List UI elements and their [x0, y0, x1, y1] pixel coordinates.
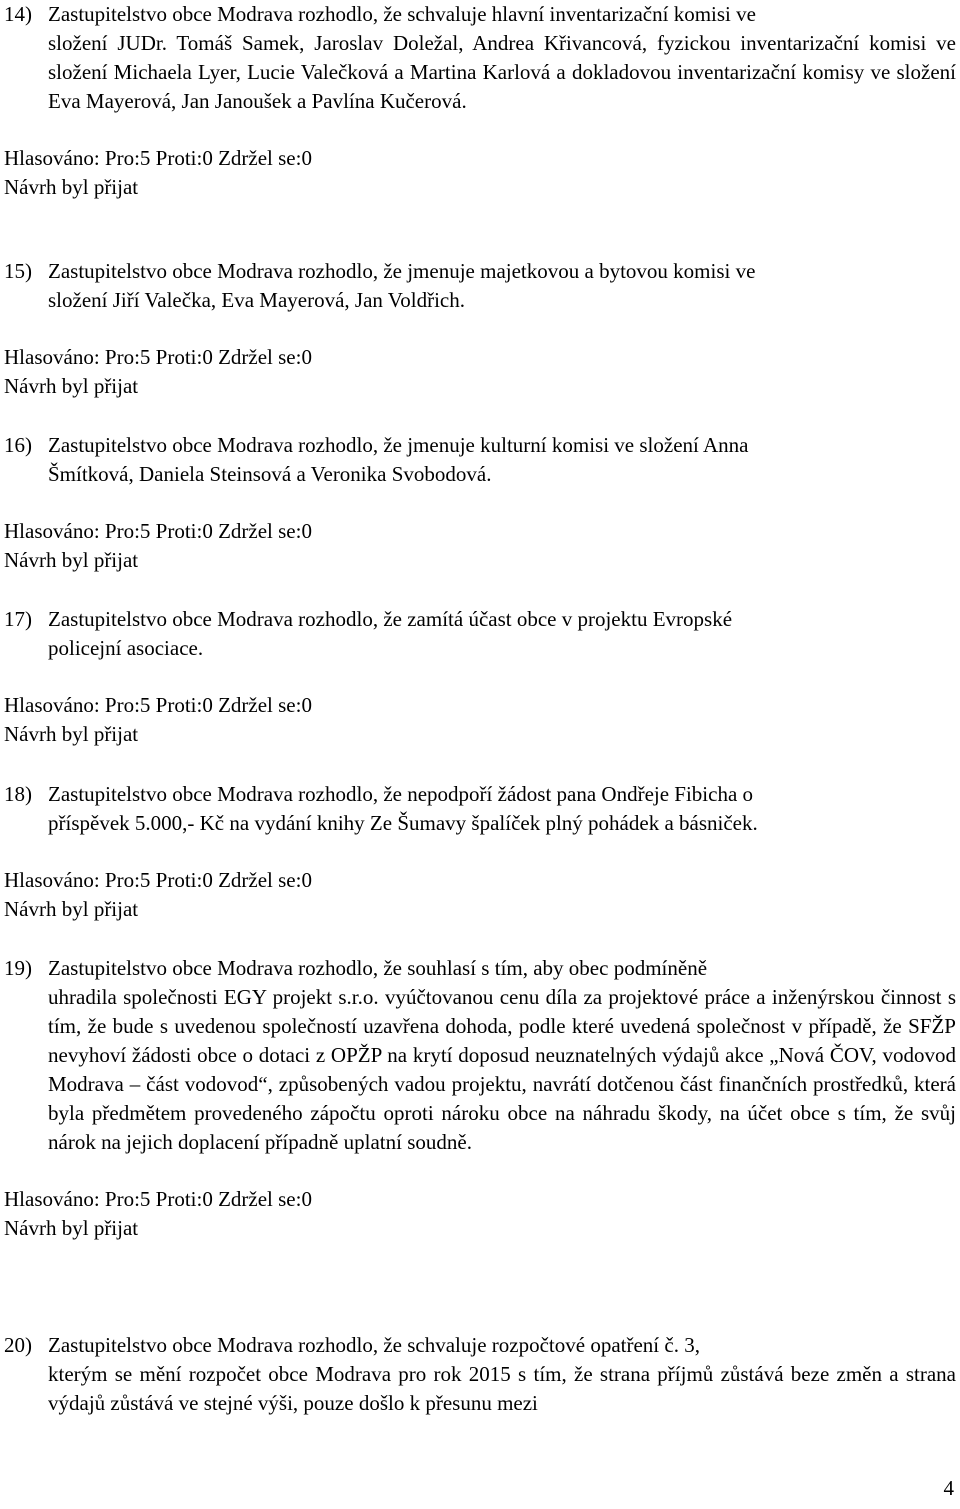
resolution-text	[4, 257, 956, 315]
proposal-status: Návrh byl přijat	[4, 374, 139, 398]
proposal-status: Návrh byl přijat	[4, 175, 139, 199]
resolution-16	[4, 431, 956, 575]
resolution-continuation: uhradila společnosti EGY projekt s.r.o. vyúčtovanou cenu díla za projektové práce a inženýrskou činnost s tím, že bude s uvedenou společností uzavřena dohoda, podle které uvedená společnost v případě, že SFŽP nevyhoví žádosti obce o dotaci z OPŽP na krytí doposud neuznatelných výdajů akce „Nová ČOV, vodovod Modrava – část vodovod“, způsobených vadou projektu, navrátí dotčenou část finančních prostředků, která byla předmětem provedeného zápočtu oproti nároku obce na náhradu škody, na účet obce s tím, že svůj nárok na jejich doplacení případně uplatní soudně.	[48, 985, 956, 1154]
resolution-number: 19)	[4, 956, 32, 980]
resolution-number: 16)	[4, 433, 32, 457]
resolution-18	[4, 780, 956, 924]
resolution-continuation: složení Jiří Valečka, Eva Mayerová, Jan Voldřich.	[48, 288, 465, 312]
resolution-text	[4, 1331, 956, 1418]
vote-result: Hlasováno: Pro:5 Proti:0 Zdržel se:0	[4, 1187, 312, 1211]
resolution-number: 17)	[4, 607, 32, 631]
resolution-first-line: Zastupitelstvo obce Modrava rozhodlo, že jmenuje majetkovou a bytovou komisi ve	[48, 259, 756, 283]
vote-result: Hlasováno: Pro:5 Proti:0 Zdržel se:0	[4, 519, 312, 543]
proposal-status: Návrh byl přijat	[4, 548, 139, 572]
resolution-text	[4, 0, 956, 116]
resolution-20	[4, 1331, 956, 1418]
vote-result: Hlasováno: Pro:5 Proti:0 Zdržel se:0	[4, 693, 312, 717]
resolution-17	[4, 605, 956, 749]
proposal-status: Návrh byl přijat	[4, 1216, 139, 1240]
resolution-continuation: složení JUDr. Tomáš Samek, Jaroslav Doležal, Andrea Křivancová, fyzickou inventarizační komisi ve složení Michaela Lyer, Lucie Valečková a Martina Karlová a dokladovou inventarizační komisy ve složení Eva Mayerová, Jan Janoušek a Pavlína Kučerová.	[48, 31, 956, 113]
vote-result: Hlasováno: Pro:5 Proti:0 Zdržel se:0	[4, 868, 312, 892]
vote-result: Hlasováno: Pro:5 Proti:0 Zdržel se:0	[4, 345, 312, 369]
resolution-first-line: Zastupitelstvo obce Modrava rozhodlo, že zamítá účast obce v projektu Evropské	[48, 607, 733, 631]
resolution-continuation: Šmítková, Daniela Steinsová a Veronika Svobodová.	[48, 462, 492, 486]
resolution-text	[4, 780, 956, 838]
resolution-first-line: Zastupitelstvo obce Modrava rozhodlo, že nepodpoří žádost pana Ondřeje Fibicha o	[48, 782, 754, 806]
resolution-text	[4, 954, 956, 1157]
resolution-text	[4, 605, 956, 663]
resolution-text	[4, 431, 956, 489]
resolution-continuation: policejní asociace.	[48, 636, 204, 660]
proposal-status: Návrh byl přijat	[4, 722, 139, 746]
resolution-number: 20)	[4, 1333, 32, 1357]
resolution-14	[4, 0, 956, 202]
vote-result: Hlasováno: Pro:5 Proti:0 Zdržel se:0	[4, 146, 312, 170]
resolution-number: 14)	[4, 2, 32, 26]
page-number: 4	[943, 1476, 954, 1500]
resolution-first-line: Zastupitelstvo obce Modrava rozhodlo, že schvaluje hlavní inventarizační komisi ve	[48, 2, 756, 26]
resolution-first-line: Zastupitelstvo obce Modrava rozhodlo, že souhlasí s tím, aby obec podmíněně	[48, 956, 708, 980]
resolution-number: 15)	[4, 259, 32, 283]
resolution-15	[4, 257, 956, 401]
resolution-first-line: Zastupitelstvo obce Modrava rozhodlo, že jmenuje kulturní komisi ve složení Anna	[48, 433, 749, 457]
resolution-first-line: Zastupitelstvo obce Modrava rozhodlo, že schvaluje rozpočtové opatření č. 3,	[48, 1333, 700, 1357]
proposal-status: Návrh byl přijat	[4, 897, 139, 921]
resolution-19	[4, 954, 956, 1243]
resolution-continuation: příspěvek 5.000,- Kč na vydání knihy Ze Šumavy špalíček plný pohádek a básniček.	[48, 811, 758, 835]
resolution-number: 18)	[4, 782, 32, 806]
resolution-continuation: kterým se mění rozpočet obce Modrava pro rok 2015 s tím, že strana příjmů zůstává beze změn a strana výdajů zůstává ve stejné výši, pouze došlo k přesunu mezi	[48, 1362, 956, 1415]
